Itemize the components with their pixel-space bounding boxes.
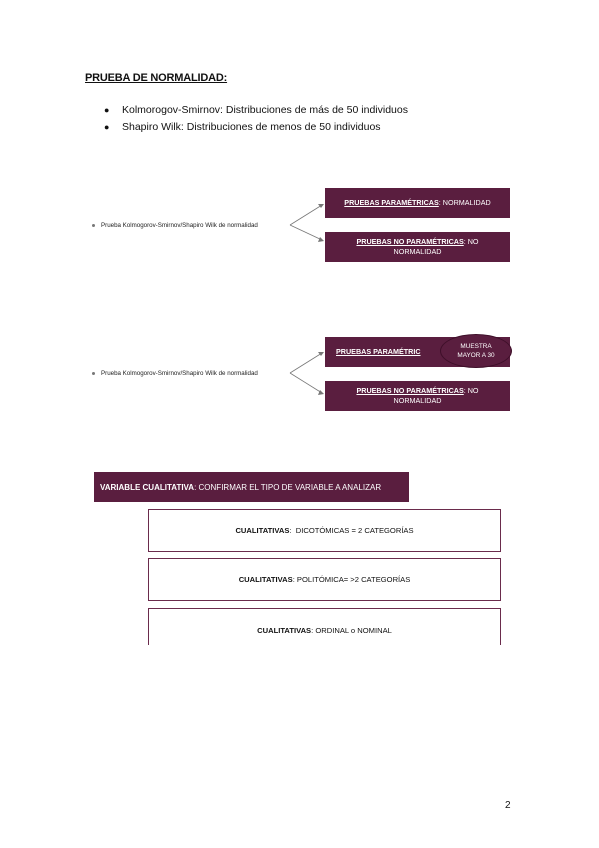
nonparam-title: PRUEBAS NO PARAMÉTRICAS: [356, 237, 464, 246]
connector-line: [290, 373, 322, 393]
bullet-icon: ●: [104, 122, 110, 132]
connector-line: [290, 205, 322, 225]
diagram-source-label: [92, 222, 258, 229]
bullet-icon: [92, 372, 95, 375]
banner-text: : CONFIRMAR EL TIPO DE VARIABLE A ANALIZAR: [194, 482, 382, 492]
banner-title: VARIABLE CUALITATIVA: [100, 482, 195, 492]
nonparam-text-line2: NORMALIDAD: [393, 247, 442, 256]
connector-line: [290, 225, 322, 240]
arrowhead-icon: [318, 237, 324, 242]
nonparam-title: PRUEBAS NO PARAMÉTRICAS: [356, 386, 464, 395]
param-title: PRUEBAS PARAMÉTRICAS: [344, 198, 439, 207]
image-crop-mask: [140, 645, 510, 657]
bullet-text: Shapiro Wilk: Distribuciones de menos de 50 individuos: [122, 121, 381, 133]
category-text: : POLITÓMICA= >2 CATEGORÍAS: [292, 575, 411, 584]
nonparametric-box: [325, 232, 510, 262]
nonparam-text-line2: NORMALIDAD: [393, 396, 442, 405]
source-text: Prueba Kolmogorov-Smirnov/Shapiro Wilk de normalidad: [101, 370, 258, 377]
nonparametric-box: [325, 381, 510, 411]
bullet-icon: ●: [104, 105, 110, 115]
oval-text: MUESTRA: [460, 343, 492, 350]
section-heading: PRUEBA DE NORMALIDAD:: [85, 72, 228, 84]
category-box: [148, 509, 501, 552]
category-box: [148, 558, 501, 601]
parametric-box: [325, 188, 510, 218]
param-text: : NORMALIDAD: [438, 198, 491, 207]
category-title: CUALITATIVAS: [235, 526, 290, 535]
connector-line: [290, 353, 322, 373]
nonparam-text: : NO: [463, 237, 479, 246]
source-text: Prueba Kolmogorov-Smirnov/Shapiro Wilk de normalidad: [101, 222, 258, 229]
bullet-icon: [92, 224, 95, 227]
diagram-source-label: [92, 370, 258, 377]
category-title: CUALITATIVAS: [257, 625, 312, 635]
category-title: CUALITATIVAS: [238, 575, 293, 584]
nonparam-text: : NO: [463, 386, 479, 395]
variable-banner: [94, 472, 409, 502]
category-text: : DICOTÓMICAS = 2 CATEGORÍAS: [289, 526, 414, 535]
oval-text: MAYOR A 30: [457, 352, 495, 359]
param-title: PRUEBAS PARAMÉTRIC: [336, 347, 421, 356]
page-number: 2: [505, 800, 511, 811]
sample-size-oval: [440, 334, 512, 368]
bullet-text: Kolmorogov-Smirnov: Distribuciones de más de 50 individuos: [122, 104, 408, 116]
category-text: : ORDINAL o NOMINAL: [311, 625, 392, 635]
